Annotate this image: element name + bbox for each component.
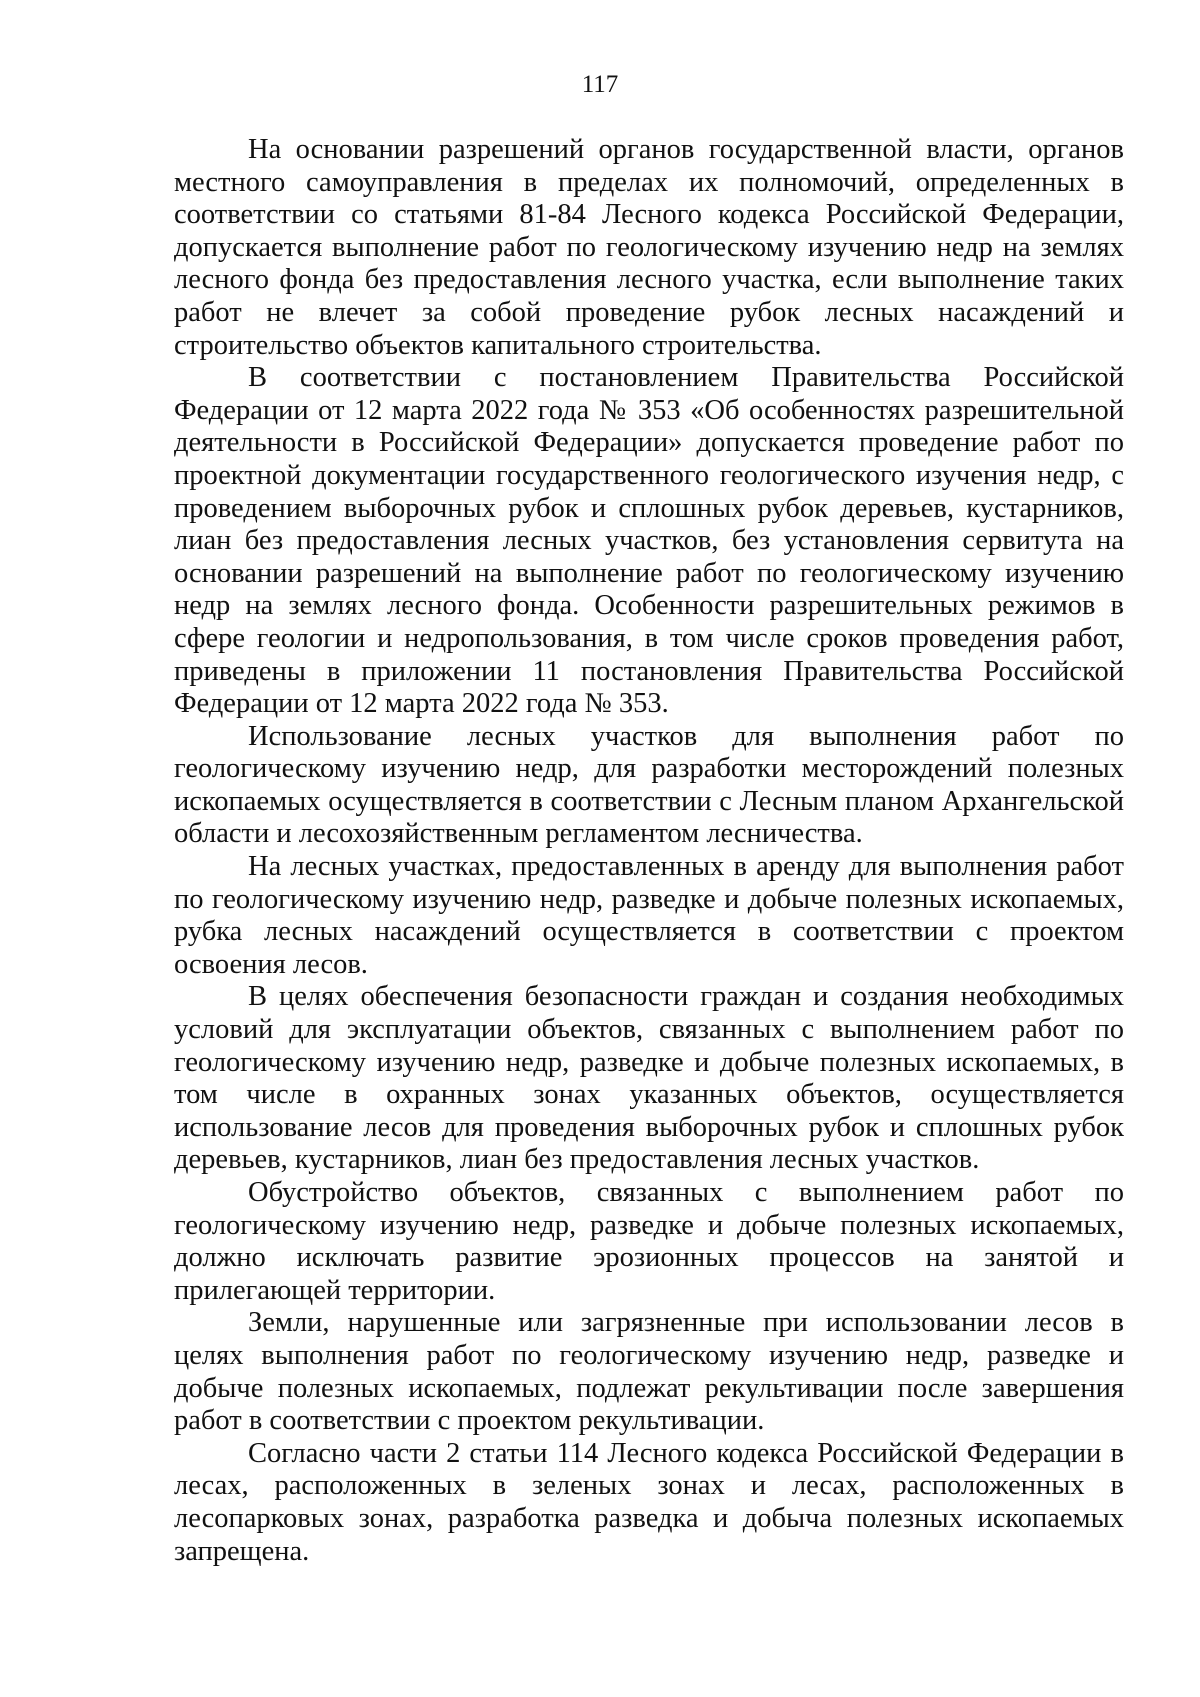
paragraph-3: Использование лесных участков для выполнения работ по геологическому изучению недр, для разработки месторождений полезных ископаемых осуществляется в соответствии с Лесным планом Архангельской области и лесохозяйственным регламентом лесничества.: [174, 720, 1124, 850]
paragraph-2: В соответствии с постановлением Правительства Российской Федерации от 12 марта 2022 года № 353 «Об особенностях разрешительной деятельности в Российской Федерации» допускается проведение работ по проектной документации государственного геологического изучения недр, с проведением выборочных рубок и сплошных рубок деревьев, кустарников, лиан без предоставления лесных участков, без установления сервитута на основании разрешений на выполнение работ по геологическому изучению недр на землях лесного фонда. Особенности разрешительных режимов в сфере геологии и недропользования, в том числе сроков проведения работ, приведены в приложении 11 постановления Правительства Российской Федерации от 12 марта 2022 года № 353.: [174, 362, 1124, 720]
paragraph-7: Земли, нарушенные или загрязненные при использовании лесов в целях выполнения работ по геологическому изучению недр, разведке и добыче полезных ископаемых, подлежат рекультивации после завершения работ в соответствии с проектом рекультивации.: [174, 1307, 1124, 1437]
paragraph-6: Обустройство объектов, связанных с выполнением работ по геологическому изучению недр, разведке и добыче полезных ископаемых, должно исключать развитие эрозионных процессов на занятой и прилегающей территории.: [174, 1177, 1124, 1306]
page-number: 117: [581, 71, 619, 98]
paragraph-5: В целях обеспечения безопасности граждан и создания необходимых условий для эксплуатации объектов, связанных с выполнением работ по геологическому изучению недр, разведке и добыче полезных ископаемых, в том числе в охранных зонах указанных объектов, осуществляется использование лесов для проведения выборочных рубок и сплошных рубок деревьев, кустарников, лиан без предоставления лесных участков.: [174, 981, 1124, 1176]
paragraph-8: Согласно части 2 статьи 114 Лесного кодекса Российской Федерации в лесах, расположенных в зеленых зонах и лесах, расположенных в лесопарковых зонах, разработка разведка и добыча полезных ископаемых запрещена.: [174, 1437, 1124, 1567]
document-body: [174, 134, 1124, 1568]
paragraph-1: На основании разрешений органов государственной власти, органов местного самоуправления в пределах их полномочий, определенных в соответствии со статьями 81-84 Лесного кодекса Российской Федерации, допускается выполнение работ по геологическому изучению недр на землях лесного фонда без предоставления лесного участка, если выполнение таких работ не влечет за собой проведение рубок лесных насаждений и строительство объектов капитального строительства.: [174, 134, 1124, 361]
paragraph-4: На лесных участках, предоставленных в аренду для выполнения работ по геологическому изучению недр, разведке и добыче полезных ископаемых, рубка лесных насаждений осуществляется в соответствии с проектом освоения лесов.: [174, 851, 1124, 980]
